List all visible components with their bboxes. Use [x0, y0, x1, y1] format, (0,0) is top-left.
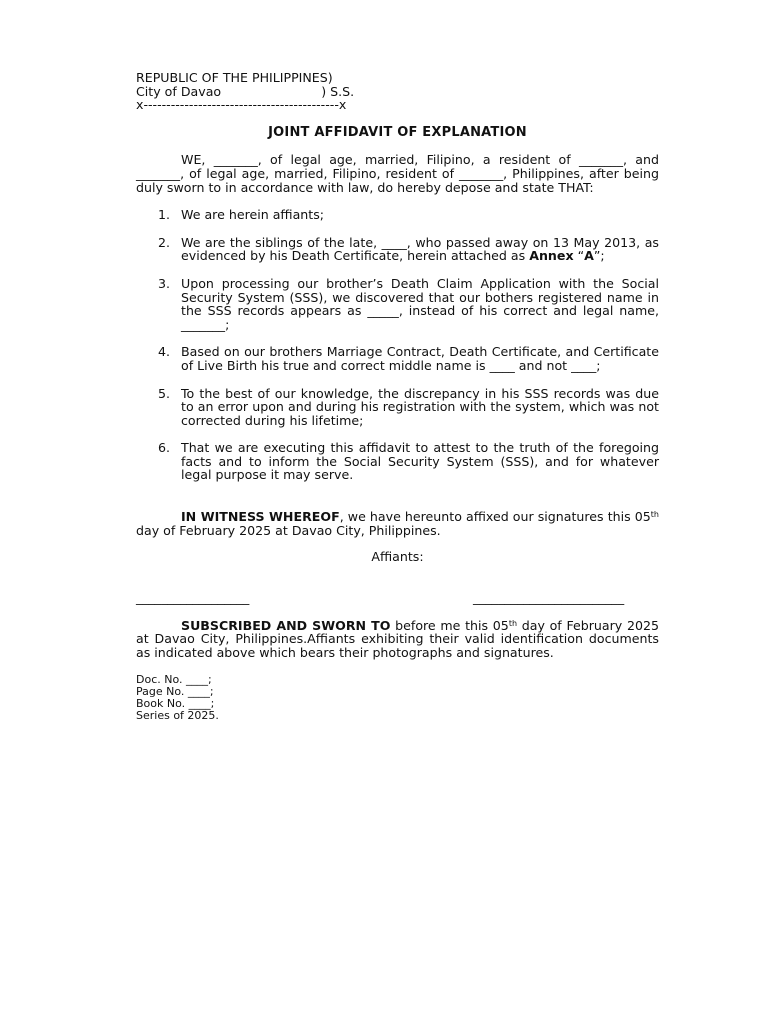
item-number: 4.: [158, 344, 171, 360]
caption-divider: x-------------------------------------------x: [136, 97, 347, 113]
item-text: Upon processing our brother’s Death Claim Application with the Social Security System (SSS), we discovered that our bothers registered name in the SSS records appears as _____, instead of his correct and legal name, _______;: [181, 275, 659, 332]
intro-paragraph: WE, _______, of legal age, married, Filipino, a resident of _______, and _______, of legal age, married, Filipino, resident of _______, Philippines, after being duly sworn to in accordance with law, do hereby depose and state THAT:: [136, 152, 659, 195]
notarial-register: [136, 674, 659, 723]
list-item: [136, 441, 659, 482]
statements-list: [136, 208, 659, 482]
witness-ordinal: th: [650, 510, 660, 520]
item-text: We are herein affiants;: [181, 207, 325, 223]
item-number: 5.: [158, 385, 171, 401]
jurat-ordinal: th: [508, 618, 518, 628]
witness-paragraph: [136, 510, 659, 537]
annex-letter: A: [584, 248, 594, 264]
list-item: [136, 387, 659, 428]
document-title: JOINT AFFIDAVIT OF EXPLANATION: [268, 124, 527, 140]
jurat-text-end: day of February 2025 at Davao City, Philippines.Affiants exhibiting their valid identification documents as indicated above which bears their photographs and signatures.: [136, 617, 659, 661]
caption-city: City of Davao ) S.S.: [136, 83, 355, 99]
affidavit-document: [136, 71, 659, 722]
item-text: To the best of our knowledge, the discrepancy in his SSS records was due to an error upon and during his registration with the system, which was not corrected during his lifetime;: [181, 385, 659, 428]
venue-caption: [136, 71, 659, 112]
signature-line-right: ________________________: [473, 589, 625, 605]
item-number: 6.: [158, 440, 171, 456]
doc-no: Doc. No. ____;: [136, 672, 212, 686]
annex-label: Annex: [529, 248, 574, 264]
list-item: [136, 236, 659, 263]
book-no: Book No. ____;: [136, 697, 215, 711]
jurat-heading: SUBSCRIBED AND SWORN TO: [181, 617, 391, 633]
signature-line-left: __________________: [136, 589, 250, 605]
witness-text: , we have hereunto affixed our signatures this 05: [339, 509, 651, 525]
witness-heading: IN WITNESS WHEREOF: [181, 509, 340, 525]
item-text: We are the siblings of the late, ____, who passed away on 13 May 2013, as evidenced by his Death Certificate, herein attached as: [181, 234, 659, 264]
jurat-paragraph: [136, 619, 659, 660]
jurat-text: before me this 05: [390, 617, 509, 633]
witness-text-end: day of February 2025 at Davao City, Philippines.: [136, 522, 441, 538]
annex-quote-close: ”;: [593, 248, 605, 264]
signature-block: [136, 591, 659, 605]
list-item: [136, 345, 659, 372]
caption-republic: REPUBLIC OF THE PHILIPPINES): [136, 70, 333, 85]
item-number: 2.: [158, 234, 171, 250]
item-number: 3.: [158, 275, 171, 291]
item-text: Based on our brothers Marriage Contract, Death Certificate, and Certificate of Live Birth his true and correct middle name is ____ and not ____;: [181, 344, 659, 373]
annex-quote-open: “: [573, 248, 585, 264]
list-item: [136, 277, 659, 331]
list-item: [136, 208, 659, 222]
item-text: That we are executing this affidavit to attest to the truth of the foregoing facts and to inform the Social Security System (SSS), and for whatever legal purpose it may serve.: [181, 440, 659, 483]
item-number: 1.: [158, 207, 171, 223]
affiants-label: Affiants:: [371, 549, 424, 565]
page-no: Page No. ____;: [136, 684, 214, 698]
series: Series of 2025.: [136, 709, 219, 723]
